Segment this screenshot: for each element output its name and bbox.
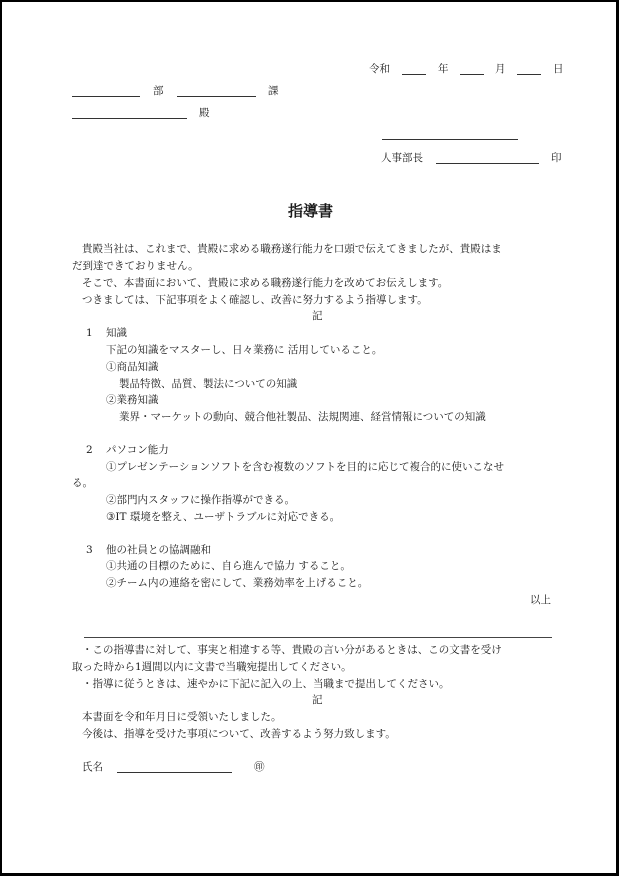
tear-off-divider: [84, 637, 552, 638]
issuer-seal: 印: [551, 152, 562, 164]
closing-ijou: 以上: [530, 594, 551, 606]
month-blank[interactable]: [460, 74, 484, 75]
issuer-title: 人事部長: [381, 152, 423, 164]
note-line-3: ・指導に従うときは、速やかに下記に記入の上、当職まで提出してください。: [82, 678, 450, 690]
section-3-heading: 他の社員との協調融和: [106, 544, 211, 556]
section-1-line: 下記の知識をマスターし、日々業務に 活用していること。: [106, 344, 383, 356]
recipient-honorific: 殿: [199, 107, 210, 119]
section-1-line: 業界・マーケットの動向、競合他社製品、法規関連、経営情報についての知識: [119, 411, 486, 423]
intro-line-3: そこで、本書面において、貴殿に求める職務遂行能力を改めてお伝えします。: [82, 277, 449, 289]
section-blank[interactable]: [177, 96, 256, 97]
section-1-line: ②業務知識: [106, 394, 159, 406]
section-2-line: ①プレゼンテーションソフトを含む複数のソフトを目的に応じて複合的に使いこなせ: [106, 461, 504, 473]
signer-name-label: 氏名: [82, 761, 103, 773]
recipient-name-blank[interactable]: [72, 118, 187, 119]
signer-name-blank[interactable]: [117, 772, 232, 773]
section-1-line: ①商品知識: [106, 361, 159, 373]
department-blank[interactable]: [72, 96, 140, 97]
ki-heading: 記: [312, 310, 323, 322]
note-line-2: 取った時から1週間以内に文書で当職宛提出してください。: [72, 661, 352, 673]
ki-heading-2: 記: [312, 694, 323, 706]
section-label: 課: [268, 85, 279, 97]
intro-line-1: 貴殿当社は、これまで、貴殿に求める職務遂行能力を口頭で伝えてきましたが、貴殿はま: [82, 243, 502, 255]
day-label: 日: [553, 63, 564, 75]
document-title: 指導書: [288, 202, 334, 220]
signer-seal: ㊞: [254, 761, 265, 773]
receipt-line-2: 今後は、指導を受けた事項について、改善するよう努力致します。: [82, 728, 396, 740]
day-blank[interactable]: [517, 74, 541, 75]
section-1-line: 製品特徴、品質、製法についての知識: [119, 378, 298, 390]
intro-line-2: だ到達できておりません。: [72, 260, 199, 272]
issuer-company-blank[interactable]: [382, 139, 518, 140]
section-3-line: ②チーム内の連絡を密にして、業務効率を上げること。: [106, 577, 369, 589]
month-label: 月: [495, 63, 506, 75]
section-2-line: る。: [72, 477, 93, 489]
section-2-number: 2: [86, 444, 93, 456]
section-3-number: 3: [86, 544, 93, 556]
intro-line-4: つきましては、下記事項をよく確認し、改善に努力するよう指導します。: [82, 294, 428, 306]
department-label: 部: [153, 85, 164, 97]
section-1-number: 1: [86, 327, 93, 339]
year-blank[interactable]: [402, 74, 426, 75]
section-2-line: ③IT 環境を整え、ユーザトラブルに対応できる。: [106, 511, 341, 523]
year-label: 年: [438, 63, 449, 75]
section-2-line: ②部門内スタッフに操作指導ができる。: [106, 494, 295, 506]
date-era: 令和: [369, 63, 390, 75]
section-2-heading: パソコン能力: [106, 444, 169, 456]
section-1-heading: 知識: [106, 327, 127, 339]
issuer-name-blank[interactable]: [436, 163, 539, 164]
receipt-line-1: 本書面を令和年月日に受領いたしました。: [82, 711, 282, 723]
section-3-line: ①共通の目標のために、自ら進んで協力 すること。: [106, 560, 351, 572]
note-line-1: ・この指導書に対して、事実と相違する等、貴殿の言い分があるときは、この文書を受け: [82, 644, 502, 656]
